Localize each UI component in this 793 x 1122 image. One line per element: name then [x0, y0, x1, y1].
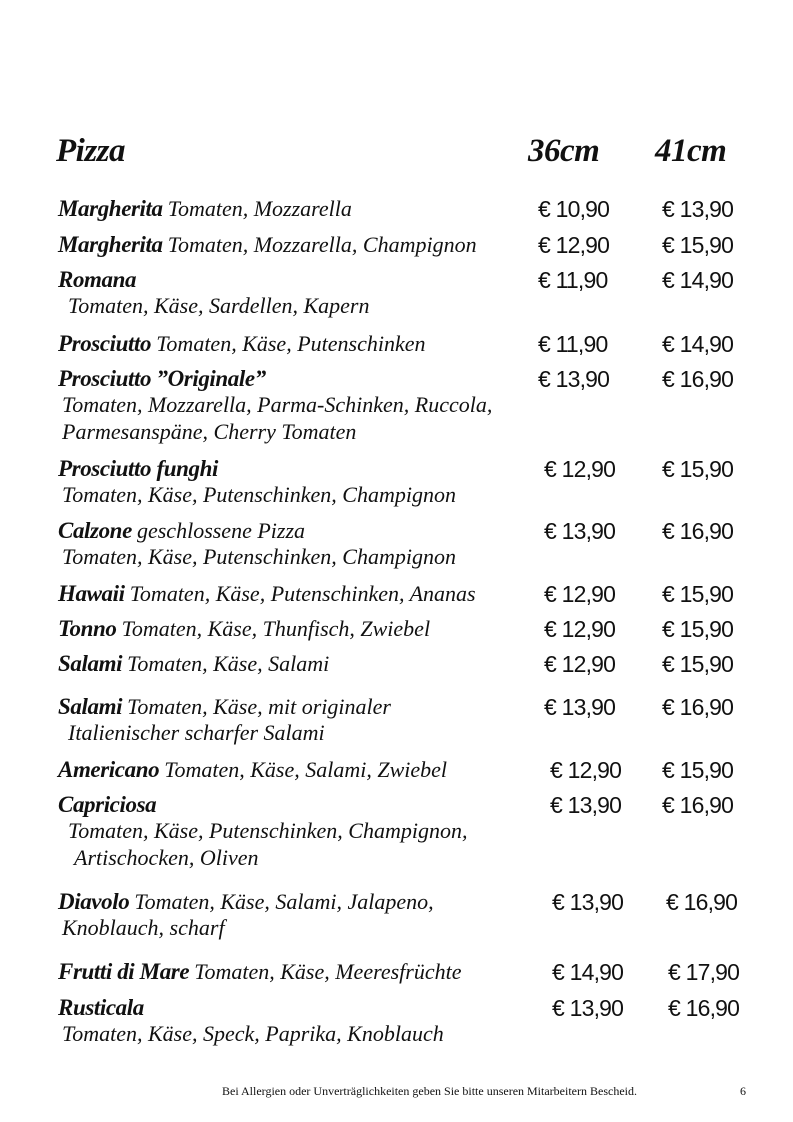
menu-item-name: Margherita: [58, 196, 163, 221]
menu-item-name: Salami: [58, 694, 123, 719]
menu-item: [58, 889, 758, 942]
price-41cm: € 15,90: [662, 581, 734, 607]
menu-item-name: Rusticala: [58, 995, 144, 1020]
menu-item-line: [58, 581, 758, 615]
price-36cm: € 12,90: [544, 651, 616, 677]
price-36cm: € 12,90: [550, 757, 622, 783]
price-36cm: € 12,90: [544, 456, 616, 482]
menu-item-ingredients: Parmesanspäne, Cherry Tomaten: [62, 419, 357, 444]
menu-item: [58, 331, 758, 365]
menu-item-ingredients: Italienischer scharfer Salami: [68, 720, 325, 745]
price-41cm: € 16,90: [662, 792, 734, 818]
menu-item: [58, 232, 758, 266]
menu-item-heading: [58, 232, 477, 258]
menu-item-description: Tomaten, Käse, Salami: [127, 651, 330, 676]
menu-item-heading: [58, 889, 434, 915]
menu-item-ingredients: Tomaten, Käse, Putenschinken, Champignon,: [68, 818, 468, 843]
menu-item-description: geschlossene Pizza: [136, 518, 306, 543]
price-41cm: € 16,90: [666, 889, 738, 915]
menu-item-name: Salami: [58, 651, 123, 676]
price-41cm: € 15,90: [662, 651, 734, 677]
menu-item-line: [58, 232, 758, 266]
price-41cm: € 16,90: [662, 366, 734, 392]
price-36cm: € 13,90: [552, 889, 624, 915]
menu-item-name: Capriciosa: [58, 792, 157, 817]
menu-item: [58, 518, 758, 571]
menu-item-heading: [58, 651, 329, 677]
price-41cm: € 16,90: [668, 995, 740, 1021]
allergy-note: Bei Allergien oder Unverträglichkeiten geben Sie bitte unseren Mitarbeitern Bescheid.: [222, 1084, 637, 1098]
menu-item-line: [58, 959, 758, 993]
menu-item-heading: [58, 581, 476, 607]
section-title: Pizza: [56, 133, 126, 169]
price-36cm: € 12,90: [544, 616, 616, 642]
size-header-41cm: 41cm: [655, 133, 727, 169]
menu-item-description: Tomaten, Mozzarella: [167, 196, 352, 221]
menu-item-name: Diavolo: [58, 889, 130, 914]
price-41cm: € 14,90: [662, 331, 734, 357]
menu-item-ingredients: Tomaten, Käse, Sardellen, Kapern: [68, 293, 370, 318]
price-36cm: € 13,90: [550, 792, 622, 818]
menu-item-name: Tonno: [58, 616, 117, 641]
price-41cm: € 15,90: [662, 757, 734, 783]
price-36cm: € 11,90: [538, 267, 608, 293]
menu-item-line: [58, 651, 758, 685]
menu-item: [58, 456, 758, 509]
price-36cm: € 11,90: [538, 331, 608, 357]
size-header-36cm: 36cm: [528, 133, 600, 169]
menu-item: [58, 757, 758, 791]
price-41cm: € 17,90: [668, 959, 740, 985]
price-36cm: € 12,90: [538, 232, 610, 258]
menu-item-description: Tomaten, Käse, mit originaler: [127, 694, 391, 719]
menu-item-heading: [58, 694, 391, 720]
price-41cm: € 15,90: [662, 616, 734, 642]
menu-item: [58, 267, 758, 320]
menu-item-heading: [58, 518, 305, 544]
price-41cm: € 16,90: [662, 518, 734, 544]
menu-item-line: [58, 757, 758, 791]
menu-item-heading: [58, 366, 266, 392]
menu-item-description: Tomaten, Käse, Putenschinken: [156, 331, 426, 356]
menu-item-description: Tomaten, Käse, Meeresfrüchte: [194, 959, 462, 984]
menu-item-name: Calzone: [58, 518, 132, 543]
menu-item: [58, 959, 758, 993]
price-41cm: € 16,90: [662, 694, 734, 720]
menu-item-name: Prosciutto ”Originale”: [58, 366, 266, 391]
menu-item: [58, 792, 758, 872]
price-41cm: € 15,90: [662, 232, 734, 258]
menu-item-line: [58, 616, 758, 650]
menu-item: [58, 196, 758, 230]
price-41cm: € 13,90: [662, 196, 734, 222]
menu-item-heading: [58, 331, 425, 357]
menu-item-description: Tomaten, Käse, Salami, Zwiebel: [164, 757, 448, 782]
menu-item-description: Tomaten, Käse, Thunfisch, Zwiebel: [121, 616, 431, 641]
menu-item: [58, 581, 758, 615]
menu-item-name: Americano: [58, 757, 160, 782]
menu-item: [58, 651, 758, 685]
menu-item-name: Frutti di Mare: [58, 959, 190, 984]
menu-item-heading: [58, 959, 461, 985]
menu-item-heading: [58, 267, 136, 293]
menu-item-heading: [58, 616, 430, 642]
price-36cm: € 13,90: [544, 518, 616, 544]
menu-item-name: Hawaii: [58, 581, 125, 606]
price-36cm: € 12,90: [544, 581, 616, 607]
price-36cm: € 13,90: [552, 995, 624, 1021]
menu-item-heading: [58, 196, 352, 222]
menu-item-description: Tomaten, Mozzarella, Champignon: [167, 232, 477, 257]
menu-item-description: Tomaten, Käse, Salami, Jalapeno,: [134, 889, 434, 914]
menu-item-ingredients: Tomaten, Mozzarella, Parma-Schinken, Ruccola,: [62, 392, 493, 417]
menu-item-ingredients: Tomaten, Käse, Putenschinken, Champignon: [62, 544, 456, 569]
menu-item-ingredients: Tomaten, Käse, Speck, Paprika, Knoblauch: [62, 1021, 444, 1046]
page-number: 6: [740, 1084, 746, 1098]
menu-item: [58, 995, 758, 1048]
menu-item-name: Margherita: [58, 232, 163, 257]
menu-item-ingredients: Artischocken, Oliven: [74, 845, 259, 870]
menu-item-heading: [58, 456, 218, 482]
price-36cm: € 13,90: [538, 366, 610, 392]
price-41cm: € 15,90: [662, 456, 734, 482]
menu-item-ingredients: Tomaten, Käse, Putenschinken, Champignon: [62, 482, 456, 507]
menu-item-name: Prosciutto: [58, 331, 152, 356]
menu-item-name: Romana: [58, 267, 137, 292]
menu-item: [58, 694, 758, 747]
menu-item: [58, 366, 758, 446]
menu-item-line: [58, 331, 758, 365]
menu-item-heading: [58, 757, 447, 783]
price-36cm: € 10,90: [538, 196, 610, 222]
price-36cm: € 14,90: [552, 959, 624, 985]
price-41cm: € 14,90: [662, 267, 734, 293]
menu-item-name: Prosciutto funghi: [58, 456, 218, 481]
menu-item: [58, 616, 758, 650]
menu-item-ingredients: Knoblauch, scharf: [62, 915, 225, 940]
menu-item-line: [58, 196, 758, 230]
menu-item-heading: [58, 995, 144, 1021]
menu-item-description: Tomaten, Käse, Putenschinken, Ananas: [129, 581, 476, 606]
price-36cm: € 13,90: [544, 694, 616, 720]
menu-item-heading: [58, 792, 156, 818]
